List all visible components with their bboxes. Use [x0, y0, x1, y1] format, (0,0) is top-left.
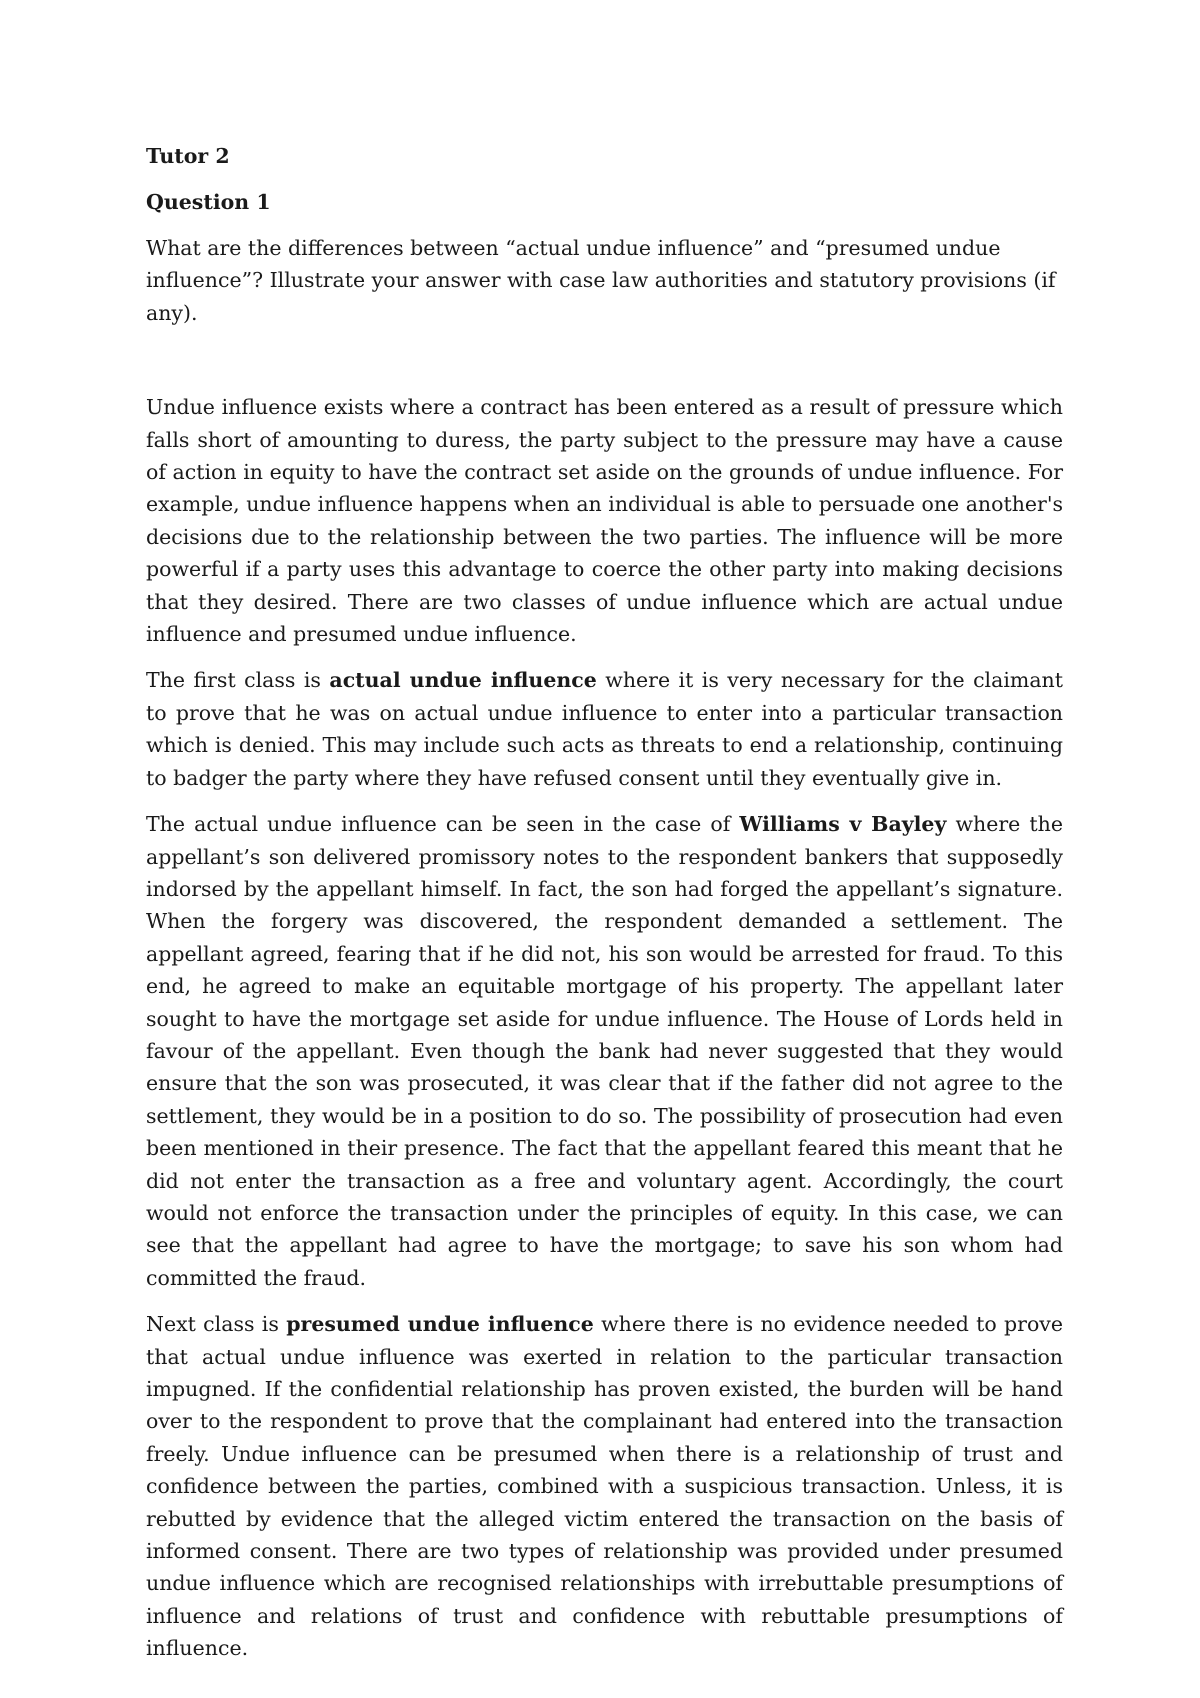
- paragraph-introduction: Undue influence exists where a contract has been entered as a result of pressure which falls short of amounting to duress, the party subject to the pressure may have a cause of action in equity to have the contract set aside on the grounds of undue influence. For example, undue influence happens when an individual is able to persuade one another's decisions due to the relationship between the two parties. The influence will be more powerful if a party uses this advantage to coerce the other party into making decisions that they desired. There are two classes of undue influence which are actual undue influence and presumed undue influence.: [146, 395, 1063, 647]
- paragraph-text: The first class is: [146, 668, 330, 693]
- paragraph-text: The actual undue influence can be seen in the case of: [146, 812, 740, 837]
- paragraph-williams-v-bayley: [146, 808, 1063, 1294]
- term-actual-undue-influence: actual undue influence: [329, 668, 597, 693]
- paragraph-text: where the appellant’s son delivered promissory notes to the respondent bankers that supposedly indorsed by the appellant himself. In fact, the son had forged the appellant’s signature. When the forgery was discovered, the respondent demanded a settlement. The appellant agreed, fearing that if he did not, his son would be arrested for fraud. To this end, he agreed to make an equitable mortgage of his property. The appellant later sought to have the mortgage set aside for undue influence. The House of Lords held in favour of the appellant. Even though the bank had never suggested that they would ensure that the son was prosecuted, it was clear that if the father did not agree to the settlement, they would be in a position to do so. The possibility of prosecution had even been mentioned in their presence. The fact that the appellant feared this meant that he did not enter the transaction as a free and voluntary agent. Accordingly, the court would not enforce the transaction under the principles of equity. In this case, we can see that the appellant had agree to have the mortgage; to save his son whom had committed the fraud.: [146, 812, 1064, 1290]
- document-page: [146, 140, 1063, 1679]
- document-title: Tutor 2: [146, 144, 230, 168]
- term-presumed-undue-influence: presumed undue influence: [286, 1312, 594, 1337]
- paragraph-text: Next class is: [146, 1312, 287, 1337]
- question-text: What are the differences between “actual undue influence” and “presumed undue influence”? Illustrate your answer with case law authorities and statutory provisions (if any).: [146, 236, 1056, 325]
- paragraph-text: where there is no evidence needed to prove that actual undue influence was exerted in relation to the particular transaction impugned. If the confidential relationship has proven existed, the burden will be hand over to the respondent to prove that the complainant had entered into the transaction freely. Undue influence can be presumed when there is a relationship of trust and confidence between the parties, combined with a suspicious transaction. Unless, it is rebutted by evidence that the alleged victim entered the transaction on the basis of informed consent. There are two types of relationship was provided under presumed undue influence which are recognised relationships with irrebuttable presumptions of influence and relations of trust and confidence with rebuttable presumptions of influence.: [146, 1312, 1063, 1661]
- section-spacer: [146, 343, 1063, 391]
- question-label: Question 1: [146, 190, 271, 214]
- paragraph-text: where it is very necessary for the claimant to prove that he was on actual undue influence to enter into a particular transaction which is denied. This may include such acts as threats to end a relationship, continuing to badger the party where they have refused consent until they eventually give in.: [146, 668, 1063, 790]
- case-name-williams-v-bayley: Williams v Bayley: [739, 812, 947, 837]
- paragraph-presumed-undue-influence: [146, 1308, 1063, 1664]
- paragraph-actual-undue-influence: [146, 664, 1063, 794]
